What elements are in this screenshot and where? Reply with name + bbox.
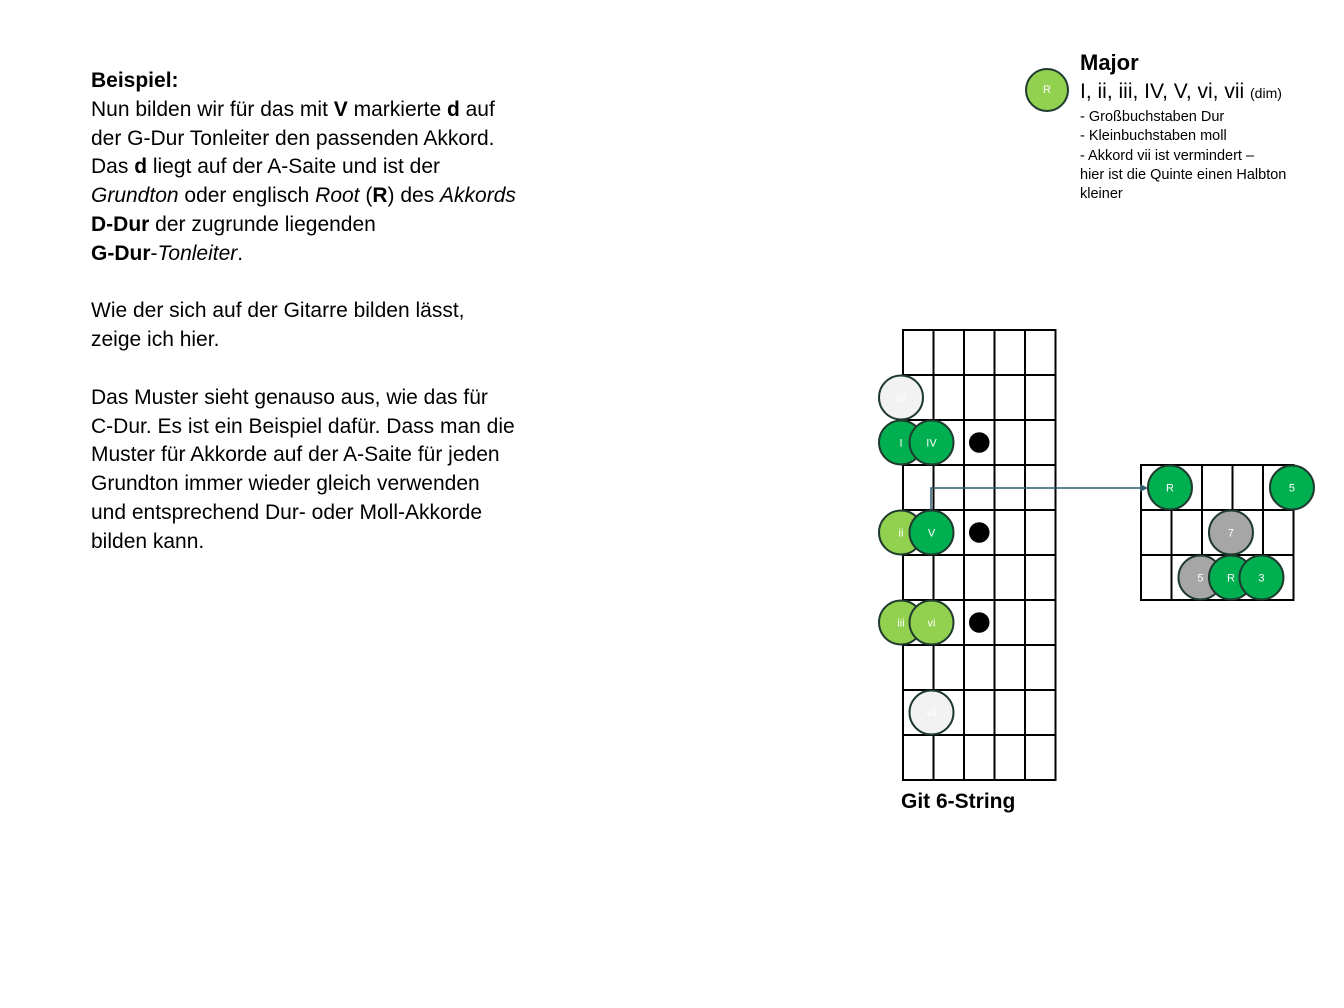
arrow-head	[1140, 484, 1148, 492]
legend-note: - Akkord vii ist vermindert –	[1080, 147, 1255, 164]
legend-note: hier ist die Quinte einen Halbton	[1080, 166, 1287, 183]
p1-line6: G-Dur-Tonleiter.	[91, 241, 244, 265]
p3-line2: C-Dur. Es ist ein Beispiel dafür. Dass man die	[91, 414, 515, 438]
legend-note: - Großbuchstaben Dur	[1080, 109, 1225, 125]
fret-marker-dot	[968, 612, 990, 634]
chord-note-label: 5	[1288, 482, 1296, 495]
chord-note-label: 7	[1227, 527, 1235, 540]
p3-line3: Muster für Akkorde auf der A-Saite für jeden	[91, 443, 500, 467]
p3-line1: Das Muster sieht genauso aus, wie das für	[91, 385, 488, 409]
scale-note-label: V	[927, 527, 936, 540]
p2-line1: Wie der sich auf der Gitarre bilden lässt,	[91, 299, 465, 323]
p1-line5: D-Dur der zugrunde liegenden	[91, 212, 376, 236]
legend-note: - Kleinbuchstaben moll	[1080, 128, 1227, 145]
p1-line3: Das d liegt auf der A-Saite und ist der	[91, 155, 441, 179]
fret-marker-dot	[968, 432, 990, 454]
fretboard-caption: Git 6-String	[901, 790, 1016, 813]
scale-note-label: ii	[898, 527, 904, 540]
legend-note: kleiner	[1080, 186, 1123, 203]
chord-notes	[1148, 466, 1314, 600]
p1-line2: der G-Dur Tonleiter den passenden Akkord.	[91, 126, 495, 150]
legend-title: Major	[1080, 50, 1139, 75]
p3-line4: Grundton immer wieder gleich verwenden	[91, 472, 480, 496]
p1-line4: Grundton oder englisch Root (R) des Akkords	[91, 184, 516, 208]
fret-marker-dot	[968, 522, 990, 544]
scale-note-label: vi	[927, 617, 936, 630]
p1-line1: Nun bilden wir für das mit V markierte d auf	[91, 97, 495, 121]
scale-note-label: iii	[897, 617, 905, 630]
chord-note-label: 3	[1258, 572, 1265, 585]
scale-note-label: vii	[926, 707, 937, 720]
chord-note-label: R	[1165, 482, 1174, 495]
connector-arrow	[931, 488, 1141, 510]
scale-note-label: vii	[895, 392, 907, 405]
p2-line2: zeige ich hier.	[91, 328, 220, 352]
chord-note-label: R	[1226, 572, 1235, 585]
chord-note-label: 5	[1197, 572, 1204, 585]
p3-line5: und entsprechend Dur- oder Moll-Akkorde	[91, 500, 483, 524]
scale-note-label: I	[899, 437, 903, 450]
heading-line: Beispiel:	[91, 69, 179, 92]
scale-note-label: IV	[926, 437, 937, 450]
legend-degrees: I, ii, iii, IV, V, vi, vii (dim)	[1080, 80, 1282, 103]
legend-root-circle: R	[1025, 68, 1069, 112]
p3-line6: bilden kann.	[91, 529, 205, 553]
